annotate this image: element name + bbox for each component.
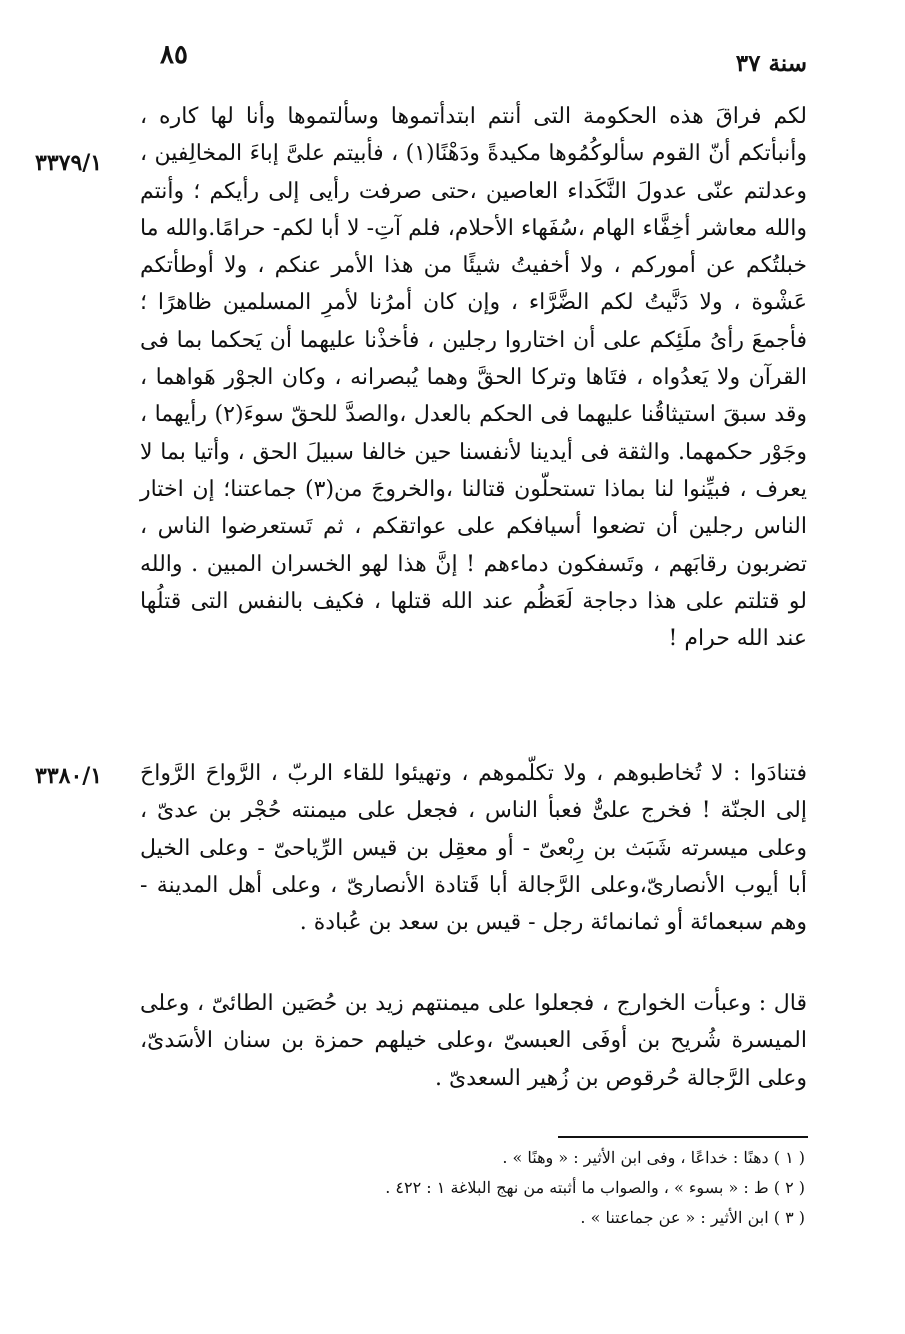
footnote: ( ١ ) دهنًا : خداعًا ، وفى ابن الأثير : « وهنًا » . — [502, 1148, 805, 1167]
footnote: ( ٣ ) ابن الأثير : « عن جماعتنا » . — [580, 1208, 805, 1227]
footnote-divider — [558, 1136, 808, 1138]
footnotes — [300, 1143, 805, 1233]
page-number: ٨٥ — [160, 40, 188, 70]
margin-reference: ٣٣٨٠/١ — [35, 763, 103, 789]
margin-reference: ٣٣٧٩/١ — [35, 150, 103, 176]
footnote: ( ٢ ) ط : « بسوء » ، والصواب ما أثبته من نهج البلاغة ١ : ٤٢٢ . — [385, 1178, 805, 1197]
main-text — [140, 98, 808, 1091]
paragraph: فتنادَوا : لا تُخاطبوهم ، ولا تكلّموهم ، وتهيئوا للقاء الربّ ، الرَّواحَ الرَّواحَ إلى الجنّة ! فخرج علىٌّ فعبأ الناس ، فجعل على ميمنته حُجْر بن عدىّ ، وعلى ميسرته شَبَث بن رِبْعىّ - أو معقِل بن قيس الرِّياحىّ - وعلى الخيل أبا أيوب الأنصارىّ،وعلى الرَّجالة أبا قَتادة الأنصارىّ ، وعلى أهل المدينة - وهم سبعمائة أو ثمانمائة رجل - قيس بن سعد بن عُبادة . — [140, 761, 807, 936]
paragraph: قال : وعبأت الخوارج ، فجعلوا على ميمنتهم زيد بن حُصَين الطائىّ ، وعلى الميسرة شُريح بن أوفَى العبسىّ ،وعلى خيلهم حمزة بن سنان الأسَدىّ، وعلى الرَّجالة حُرقوص بن زُهير السعدىّ . — [140, 991, 807, 1091]
running-head: سنة ٣٧ — [735, 50, 807, 77]
paragraph: لكم فراقَ هذه الحكومة التى أنتم ابتدأتموها وسألتموها وأنا لها كاره ، وأنبأتكم أنّ القوم سألوكُمُوها مكيدةً ودَهْنًا(١) ، فأبيتم علىَّ إباءَ المخالِفين ، وعدلتم عنّى عدولَ النَّكَداء العاصين ،حتى صرفت رأيى إلى رأيكم ؛ وأنتم والله معاشر أخِفَّاء الهام ،سُفَهاء الأحلام، فلم آتِ- لا أبا لكم- حرامًا.والله ما خبلتُكم عن أموركم ، ولا أخفيتُ شيئًا من هذا الأمر عنكم ، ولا أوطأتكم عَشْوة ، ولا دَنَّيتُ لكم الضَّرَّاء ، وإن كان أمرُنا لأمرِ المسلمين ظاهرًا ؛ فأجمعَ رأىُ ملَئِكم على أن اختاروا رجلين ، فأخذْنا عليهما أن يَحكما بما فى القرآن ولا يَعدُواه ، فتَاها وتركا الحقَّ وهما يُبصرانه ، وكان الجوْر هَواهما ، وقد سبقَ استيثاقُنا عليهما فى الحكم بالعدل ،والصدَّ للحقّ سوءَ(٢) رأيهما ، وجَوْر حكمهما. والثقة فى أيدينا لأنفسنا حين خالفا سبيلَ الحق ، وأتيا بما لا يعرف ، فبيِّنوا لنا بماذا تستحلّون قتالنا ،والخروجَ من(٣) جماعتنا؛ إن اختار الناس رجلين أن تضعوا أسيافكم على عواتقكم ، ثم تَستعرضوا الناس ، تضربون رقابَهم ، وتَسفكون دماءهم ! إنَّ هذا لهو الخسران المبين . والله لو قتلتم على هذا دجاجة لَعَظُم عند الله قتلها ، فكيف بالنفس التى قتلُها عند الله حرام ! — [140, 104, 808, 652]
